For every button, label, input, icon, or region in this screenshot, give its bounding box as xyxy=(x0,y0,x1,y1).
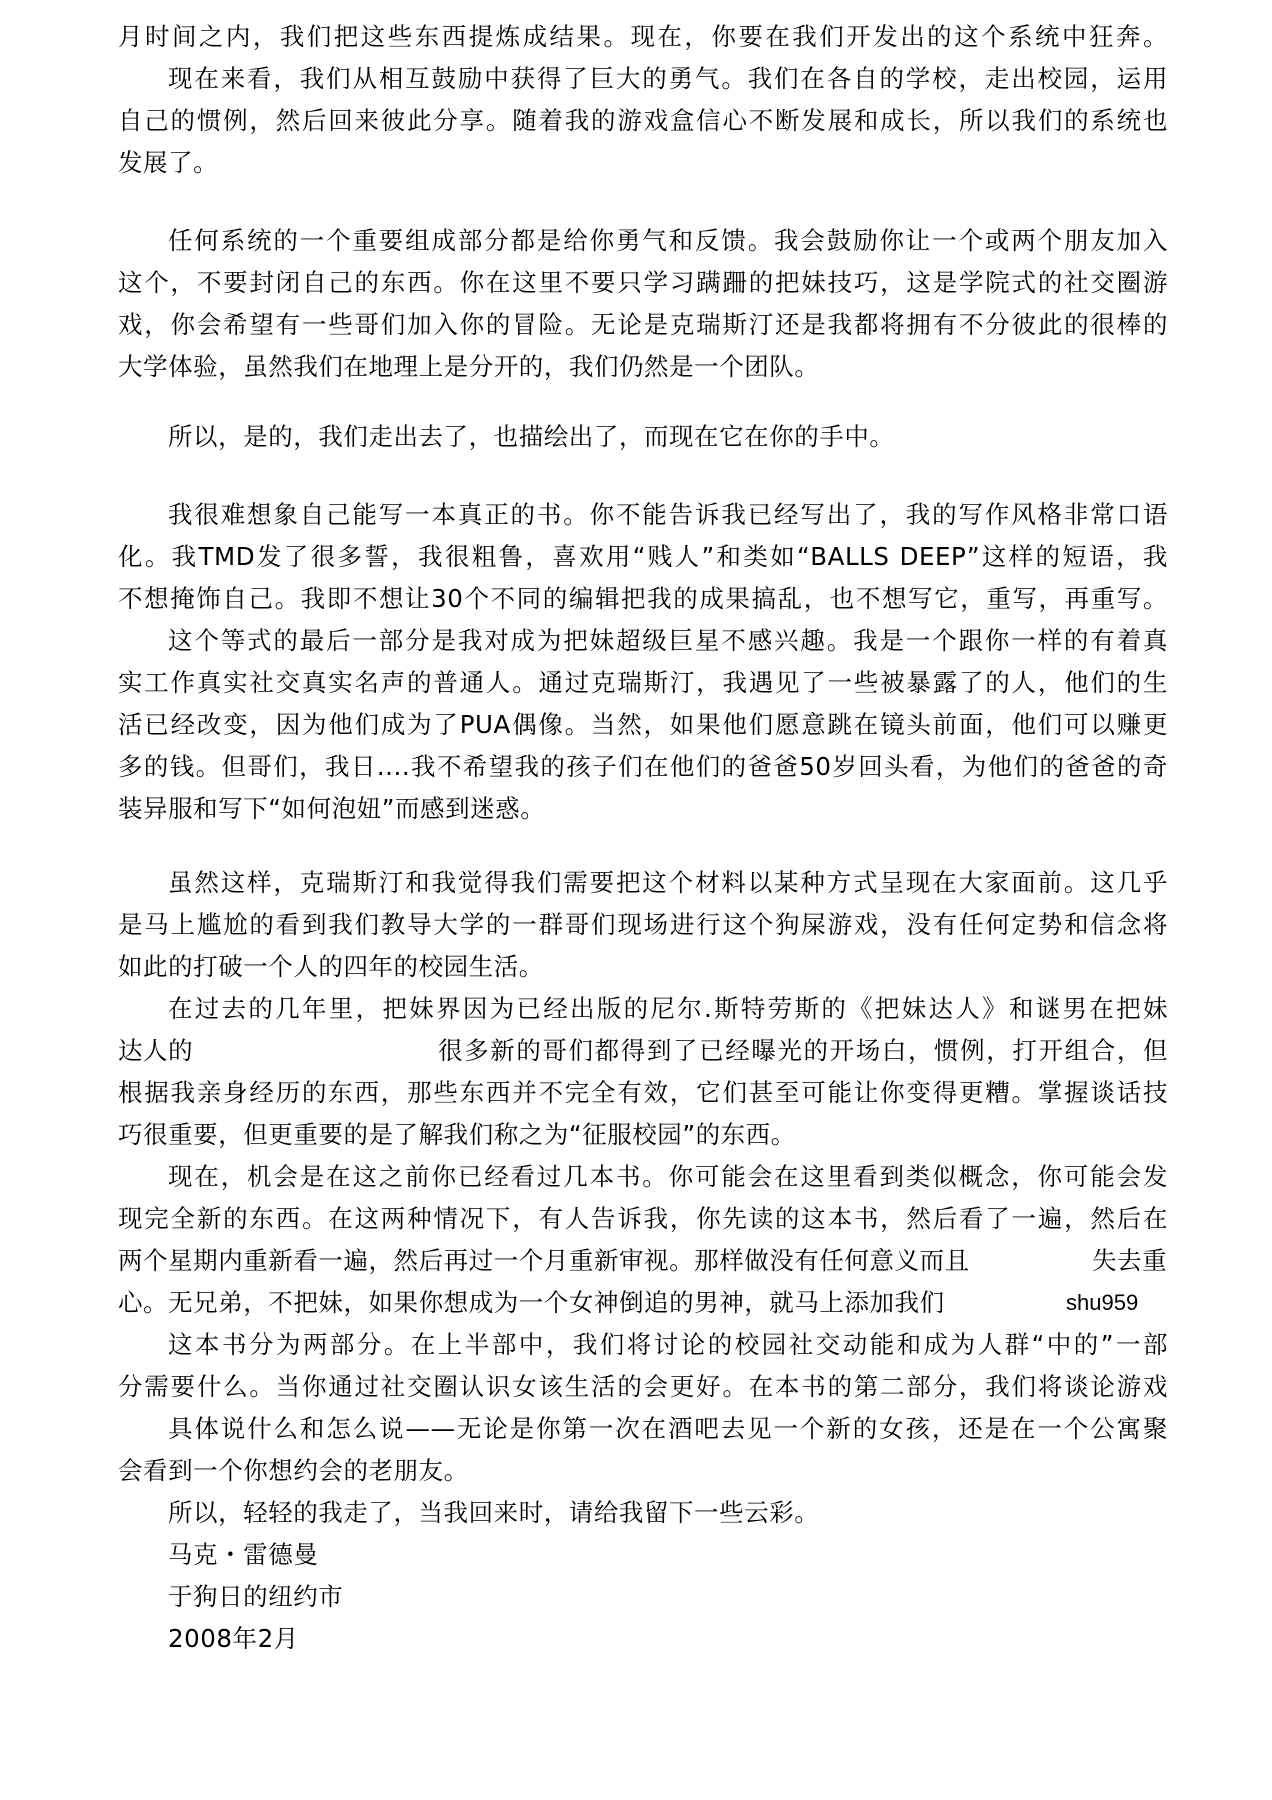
text-line: 不想掩饰自己。我即不想让30个不同的编辑把我的成果搞乱，也不想写它，重写，再重写。 xyxy=(118,584,1168,613)
watermark-id: shu959 xyxy=(1066,1290,1139,1315)
text-line: 所以，是的，我们走出去了，也描绘出了，而现在它在你的手中。 xyxy=(168,422,895,451)
text-line: 大学体验，虽然我们在地理上是分开的，我们仍然是一个团队。 xyxy=(118,352,820,381)
text-line: 所以，轻轻的我走了，当我回来时，请给我留下一些云彩。 xyxy=(168,1498,820,1527)
text-line: 失去重 xyxy=(1092,1246,1168,1275)
date-line: 2008年2月 xyxy=(168,1624,299,1653)
text-line: 这个等式的最后一部分是我对成为把妹超级巨星不感兴趣。我是一个跟你一样的有着真 xyxy=(168,626,1168,655)
text-line: 具体说什么和怎么说——无论是你第一次在酒吧去见一个新的女孩，还是在一个公寓聚 xyxy=(168,1414,1168,1443)
text-line: 活已经改变，因为他们成为了PUA偶像。当然，如果他们愿意跳在镜头前面，他们可以赚更 xyxy=(118,710,1168,739)
text-line: 心。无兄弟，不把妹，如果你想成为一个女神倒追的男神，就马上添加我们 xyxy=(118,1288,945,1317)
text-line: 这本书分为两部分。在上半部中，我们将讨论的校园社交动能和成为人群“中的”一部 xyxy=(168,1330,1168,1359)
text-line: 现在来看，我们从相互鼓励中获得了巨大的勇气。我们在各自的学校，走出校园，运用 xyxy=(168,64,1168,93)
text-line: 这个，不要封闭自己的东西。你在这里不要只学习蹒跚的把妹技巧，这是学院式的社交圈游 xyxy=(118,268,1168,297)
author-name: 马克・雷德曼 xyxy=(168,1540,319,1569)
text-line: 巧很重要，但更重要的是了解我们称之为“征服校园”的东西。 xyxy=(118,1120,796,1149)
text-line: 根据我亲身经历的东西，那些东西并不完全有效，它们甚至可能让你变得更糟。掌握谈话技 xyxy=(118,1078,1168,1107)
location-line: 于狗日的纽约市 xyxy=(168,1582,344,1611)
text-line: 在过去的几年里，把妹界因为已经出版的尼尔.斯特劳斯的《把妹达人》和谜男在把妹 xyxy=(168,994,1168,1023)
text-line: 任何系统的一个重要组成部分都是给你勇气和反馈。我会鼓励你让一个或两个朋友加入 xyxy=(168,226,1168,255)
text-line: 戏，你会希望有一些哥们加入你的冒险。无论是克瑞斯汀还是我都将拥有不分彼此的很棒的 xyxy=(118,310,1168,339)
text-line: 现完全新的东西。在这两种情况下，有人告诉我，你先读的这本书，然后看了一遍，然后在 xyxy=(118,1204,1168,1233)
text-line: 自己的惯例，然后回来彼此分享。随着我的游戏盒信心不断发展和成长，所以我们的系统也 xyxy=(118,106,1168,135)
text-line: 现在，机会是在这之前你已经看过几本书。你可能会在这里看到类似概念，你可能会发 xyxy=(168,1162,1168,1191)
text-line: 月时间之内，我们把这些东西提炼成结果。现在，你要在我们开发出的这个系统中狂奔。 xyxy=(118,22,1168,51)
text-line: 两个星期内重新看一遍，然后再过一个月重新审视。那样做没有任何意义而且 xyxy=(118,1246,970,1275)
text-line: 多的钱。但哥们，我日....我不希望我的孩子们在他们的爸爸50岁回头看，为他们的爸爸的奇 xyxy=(118,752,1168,781)
text-line: 虽然这样，克瑞斯汀和我觉得我们需要把这个材料以某种方式呈现在大家面前。这几乎 xyxy=(168,868,1168,897)
text-line: 装异服和写下“如何泡妞”而感到迷惑。 xyxy=(118,794,546,823)
text-line: 达人的 xyxy=(118,1036,194,1065)
text-line: 很多新的哥们都得到了已经曝光的开场白，惯例，打开组合，但 xyxy=(438,1036,1168,1065)
text-line: 我很难想象自己能写一本真正的书。你不能告诉我已经写出了，我的写作风格非常口语 xyxy=(168,500,1168,529)
text-line: 化。我TMD发了很多誓，我很粗鲁，喜欢用“贱人”和类如“BALLS DEEP”这样的短语，我 xyxy=(118,542,1168,571)
text-line: 实工作真实社交真实名声的普通人。通过克瑞斯汀，我遇见了一些被暴露了的人，他们的生 xyxy=(118,668,1168,697)
text-line: 发展了。 xyxy=(118,148,219,177)
text-line: 是马上尴尬的看到我们教导大学的一群哥们现场进行这个狗屎游戏，没有任何定势和信念将 xyxy=(118,910,1168,939)
text-line: 分需要什么。当你通过社交圈认识女该生活的会更好。在本书的第二部分，我们将谈论游戏 xyxy=(118,1372,1168,1401)
text-line: 如此的打破一个人的四年的校园生活。 xyxy=(118,952,544,981)
text-line: 会看到一个你想约会的老朋友。 xyxy=(118,1456,469,1485)
